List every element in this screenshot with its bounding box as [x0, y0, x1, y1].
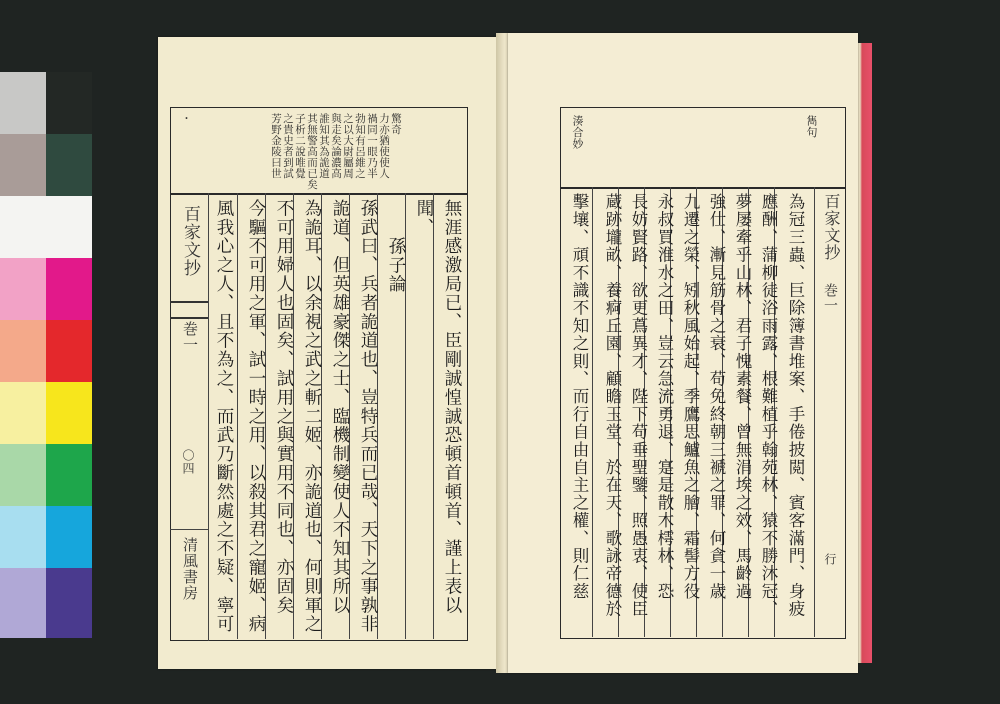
headnote-column: 子析二說唯覺 [294, 113, 306, 179]
text-column: 風我心之人、且不為之、而武乃斷然處之不疑、寧可 [214, 199, 234, 634]
margin-book-title: 百家文抄 [180, 205, 200, 277]
section-heading: 孫子論 [386, 237, 406, 294]
headnote-column: 勃知有呂維之 [354, 113, 366, 179]
text-column: 孫武曰、兵者詭道也、豈特兵而已哉、天下之事孰非 [358, 199, 378, 634]
swatch-cyan [46, 506, 92, 568]
headnote-column: 芳野金陵曰世 [270, 113, 282, 179]
swatch-purple [46, 568, 92, 638]
swatch-gray-light [0, 72, 46, 134]
swatch-red [46, 320, 92, 382]
text-column: 詭道、但英雄豪傑之士、臨機制變使人不知其所以 [330, 199, 350, 615]
fish-tail-mark [170, 301, 208, 319]
text-column: 強仕、漸見筋骨之衰、苟免終朝三褫之罪、何貪一歳 [707, 193, 726, 601]
page-number: 行 [823, 553, 837, 566]
swatch-magenta [46, 258, 92, 320]
headnote-column: 誰知其為詭道 [318, 113, 330, 179]
swatch-dark-green [46, 134, 92, 196]
text-column: 夢屡牽乎山林、君子愧素餐、曾無涓埃之效、馬齡過 [733, 193, 752, 601]
swatch-warm-gray [0, 134, 46, 196]
text-column: 今驅不可用之軍、試一時之用、以殺其君之寵姬、病 [246, 199, 266, 634]
margin-band-line [208, 193, 209, 641]
text-column: 為詭耳、以余視之武之斬二姬、亦詭道也、何則軍之 [302, 199, 322, 634]
text-column: 永叔買淮水之田、豈云急流勇退、寔是散木樗林、恐 [655, 193, 674, 601]
text-column: 擊壤、頑不識不知之則、而行自由自主之權、則仁慈 [570, 193, 589, 601]
margin-book-title: 百家文抄 [822, 193, 841, 261]
color-checker-card [0, 72, 92, 638]
margin-volume: 巻一 [822, 283, 838, 313]
left-page [158, 37, 498, 669]
swatch-pink [0, 258, 46, 320]
headnote-column: 與走矣論濃高 [330, 113, 342, 179]
margin-band-line [814, 187, 815, 637]
column-rule [592, 187, 593, 637]
right-page [508, 33, 858, 673]
text-column: 應酬、蒲柳徒浴雨露、根難植乎翰苑林、猿不勝沐冠、 [759, 193, 778, 618]
headnote-label: 湊合妙 [571, 115, 584, 150]
column-rule [237, 193, 238, 639]
margin-volume: 巻一 [181, 321, 199, 353]
text-column: 為冠三蟲、巨除簿書堆案、手倦披閲、賓客滿門、身疲 [786, 193, 805, 618]
publisher-name: 清風書房 [181, 537, 199, 601]
swatch-light-cyan [0, 506, 46, 568]
headnote-column: 禍同一眼乃半 [366, 113, 378, 179]
headnote-column: 驚奇 [390, 113, 402, 135]
swatch-white [0, 196, 92, 258]
swatch-black [46, 72, 92, 134]
page-number: 〇四 [181, 449, 195, 475]
text-column: 長妨賢路、欲更蔦異才、陛下苟垂聖鑒、照愚衷、使臣 [629, 193, 648, 618]
text-column: 不可用婦人也固矣、試用之與實用不同也、亦固矣 [274, 199, 294, 615]
headnote-column: 其無警高而已矣 [306, 113, 318, 190]
text-column: 蔵跡壠畝、養痾丘園、顧瞻玉堂、於在天、歌詠帝德於 [603, 193, 622, 618]
swatch-light-green [0, 444, 46, 506]
text-column: 聞、 [414, 199, 434, 237]
swatch-salmon [0, 320, 46, 382]
text-column: 九遷之榮、矧秋風始起、季鷹思鱸魚之膾、霜髻方役 [681, 193, 700, 601]
headnote-column: 之貴史者到試 [282, 113, 294, 179]
text-column: 無涯感激局已、臣剛誠惶誠恐頓首頓首、謹上表以 [442, 199, 462, 615]
left-headnote-mark: ・ [180, 113, 192, 124]
swatch-yellow [46, 382, 92, 444]
swatch-light-yellow [0, 382, 46, 444]
headnote-label: 雋句 [805, 115, 818, 138]
publisher-divider [170, 529, 208, 530]
swatch-lavender [0, 568, 46, 638]
open-book [150, 33, 880, 673]
headnote-column: 之以大尉屬周 [342, 113, 354, 179]
right-headnote-box [560, 107, 846, 189]
swatch-green [46, 444, 92, 506]
headnote-column: 力亦猶使使人 [378, 113, 390, 179]
